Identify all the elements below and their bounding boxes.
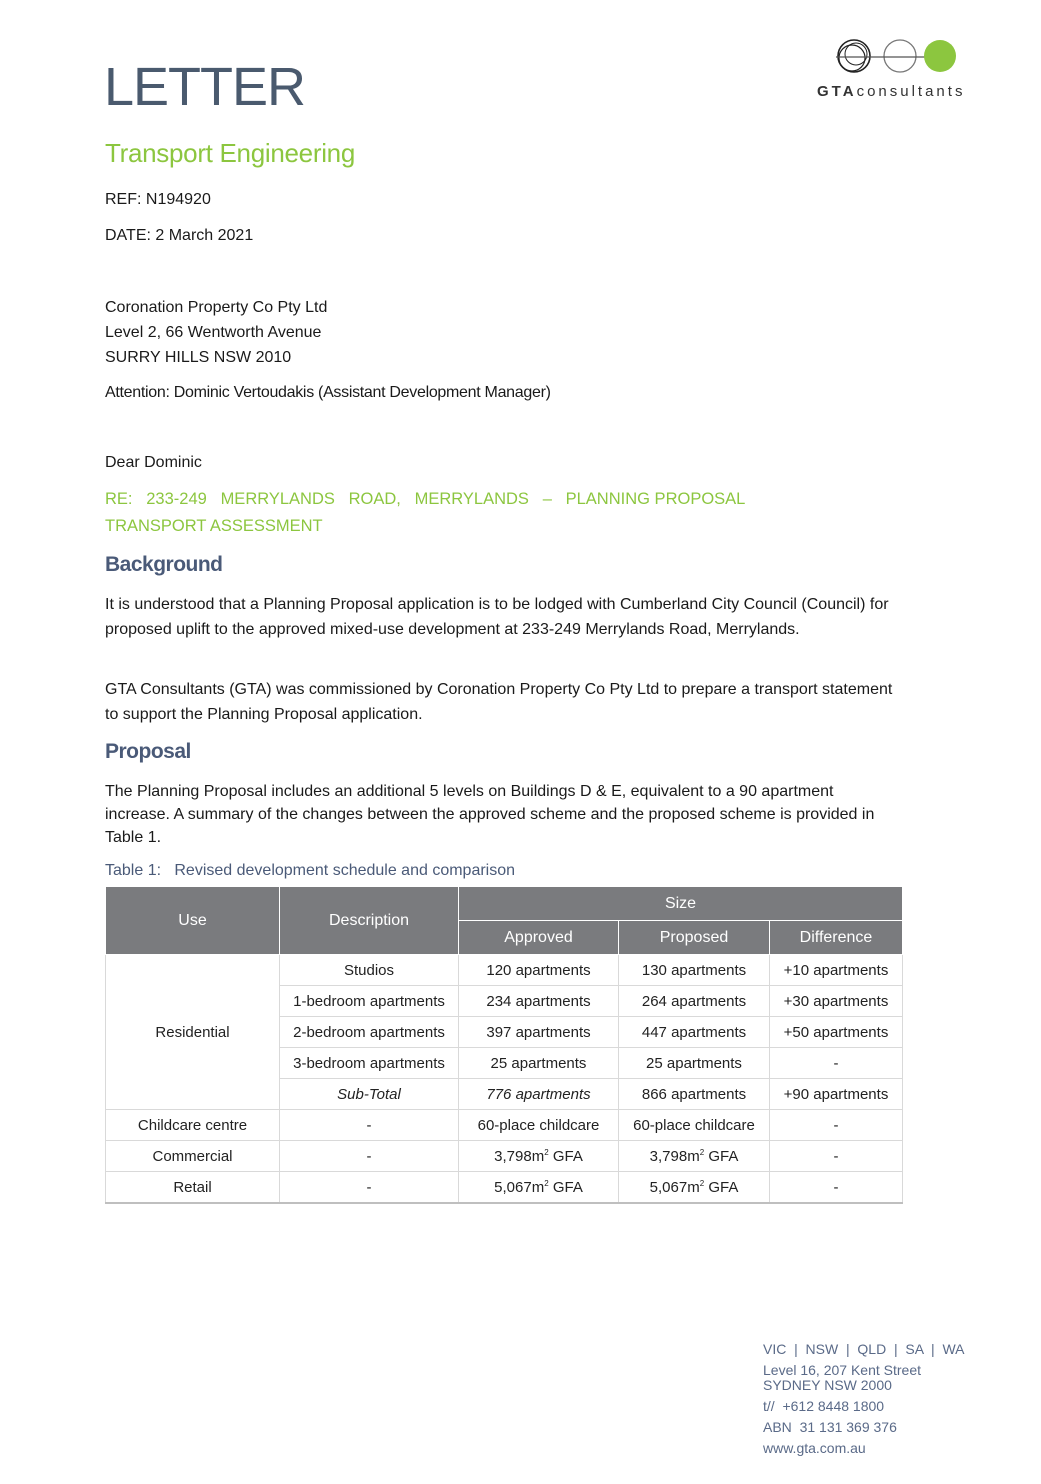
background-paragraph-1: It is understood that a Planning Proposal application is to be lodged with Cumberland City Council (Council) for proposed uplift to the approved mixed-use development at 233-249 Merrylands Road, Merrylands.: [105, 596, 889, 638]
logo-text: GTAconsultants: [817, 83, 966, 100]
letter-subtitle: Transport Engineering: [105, 138, 355, 168]
footer-states: VIC | NSW | QLD | SA | WA: [763, 1341, 965, 1357]
header-description: Description: [280, 887, 459, 955]
cell-description: 3-bedroom apartments: [280, 1048, 459, 1079]
proposed-unit: GFA: [704, 1178, 739, 1196]
proposal-heading: Proposal: [105, 740, 191, 763]
cell-difference: -: [770, 1172, 903, 1204]
cell-approved: 120 apartments: [459, 955, 619, 986]
cell-description: -: [280, 1110, 459, 1141]
table-row: [106, 955, 903, 986]
cell-difference: -: [770, 1141, 903, 1172]
table-row: [106, 1172, 903, 1204]
cell-proposed: 25 apartments: [619, 1048, 770, 1079]
cell-approved: 234 apartments: [459, 986, 619, 1017]
superscript: 2: [544, 1147, 549, 1157]
re-line-1: RE: 233-249 MERRYLANDS ROAD, MERRYLANDS – PLANNING PROPOSAL: [105, 490, 746, 508]
cell-approved: [459, 1141, 619, 1172]
ref-label: REF:: [105, 191, 142, 208]
cell-difference: +30 apartments: [770, 986, 903, 1017]
salutation: Dear Dominic: [105, 454, 202, 471]
address-line-2: Level 2, 66 Wentworth Avenue: [105, 324, 322, 341]
cell-proposed: [619, 1141, 770, 1172]
cell-approved: 776 apartments: [459, 1079, 619, 1110]
re-line-2: TRANSPORT ASSESSMENT: [105, 517, 323, 535]
cell-description: Sub-Total: [280, 1079, 459, 1110]
superscript: 2: [544, 1178, 549, 1188]
table-caption: Table 1: Revised development schedule and comparison: [105, 862, 516, 879]
cell-description: -: [280, 1172, 459, 1204]
approved-unit: GFA: [548, 1178, 583, 1196]
proposed-value: 3,798m: [649, 1147, 700, 1165]
cell-difference: -: [770, 1048, 903, 1079]
header-size: Size: [459, 887, 903, 921]
cell-difference: +90 apartments: [770, 1079, 903, 1110]
cell-use: Retail: [106, 1172, 280, 1204]
proposed-value: 5,067m: [649, 1178, 700, 1196]
address-line-3: SURRY HILLS NSW 2010: [105, 349, 292, 366]
cell-difference: +50 apartments: [770, 1017, 903, 1048]
cell-proposed: 130 apartments: [619, 955, 770, 986]
date-line: [105, 227, 253, 245]
recipient-address: [105, 295, 327, 370]
cell-proposed: 866 apartments: [619, 1079, 770, 1110]
letter-title: LETTER: [104, 57, 306, 117]
cell-approved: 397 apartments: [459, 1017, 619, 1048]
cell-difference: +10 apartments: [770, 955, 903, 986]
cell-proposed: 60-place childcare: [619, 1110, 770, 1141]
cell-description: -: [280, 1141, 459, 1172]
footer-abn: ABN 31 131 369 376: [763, 1419, 897, 1435]
cell-proposed: 447 apartments: [619, 1017, 770, 1048]
attention-line: Attention: Dominic Vertoudakis (Assistant Development Manager): [105, 384, 551, 401]
address-line-1: Coronation Property Co Pty Ltd: [105, 299, 328, 316]
cell-approved: 25 apartments: [459, 1048, 619, 1079]
superscript: 2: [699, 1178, 705, 1188]
logo-green-circle: [924, 40, 956, 72]
cell-proposed: [619, 1172, 770, 1204]
date-value: 2 March 2021: [150, 227, 254, 244]
footer-address-1: Level 16, 207 Kent Street: [763, 1362, 921, 1378]
background-paragraph-2: GTA Consultants (GTA) was commissioned by Coronation Property Co Pty Ltd to prepare a transport statement to support the Planning Proposal application.: [105, 681, 893, 723]
cell-approved: [459, 1172, 619, 1204]
footer-website[interactable]: www.gta.com.au: [763, 1440, 866, 1456]
development-schedule-table: [105, 886, 903, 1204]
footer-address-2: SYDNEY NSW 2000: [763, 1377, 892, 1393]
cell-description: Studios: [280, 955, 459, 986]
cell-use: Childcare centre: [106, 1110, 280, 1141]
cell-description: 1-bedroom apartments: [280, 986, 459, 1017]
approved-unit: GFA: [548, 1147, 583, 1165]
logo-outline-circle: [884, 40, 916, 72]
header-proposed: Proposed: [619, 921, 770, 955]
background-heading: Background: [105, 553, 223, 576]
residential-label: Residential: [106, 955, 280, 1110]
table-row: [106, 1110, 903, 1141]
header-approved: Approved: [459, 921, 619, 955]
cell-description: 2-bedroom apartments: [280, 1017, 459, 1048]
cell-proposed: 264 apartments: [619, 986, 770, 1017]
cell-approved: 60-place childcare: [459, 1110, 619, 1141]
ref-value: N194920: [141, 191, 211, 208]
footer-phone: t// +612 8448 1800: [763, 1398, 885, 1414]
approved-value: 3,798m: [494, 1147, 545, 1165]
ref-line: [105, 191, 211, 209]
header-difference: Difference: [770, 921, 903, 955]
cell-use: Commercial: [106, 1141, 280, 1172]
table-row: [106, 1141, 903, 1172]
superscript: 2: [699, 1147, 705, 1157]
proposed-unit: GFA: [704, 1147, 739, 1165]
proposal-paragraph: The Planning Proposal includes an additional 5 levels on Buildings D & E, equivalent to a 90 apartment increase. A summary of the changes between the approved scheme and the proposed scheme is provided in Table 1.: [105, 783, 875, 846]
cell-difference: -: [770, 1110, 903, 1141]
approved-value: 5,067m: [494, 1178, 545, 1196]
header-use: Use: [106, 887, 280, 955]
date-label: DATE:: [105, 227, 151, 244]
